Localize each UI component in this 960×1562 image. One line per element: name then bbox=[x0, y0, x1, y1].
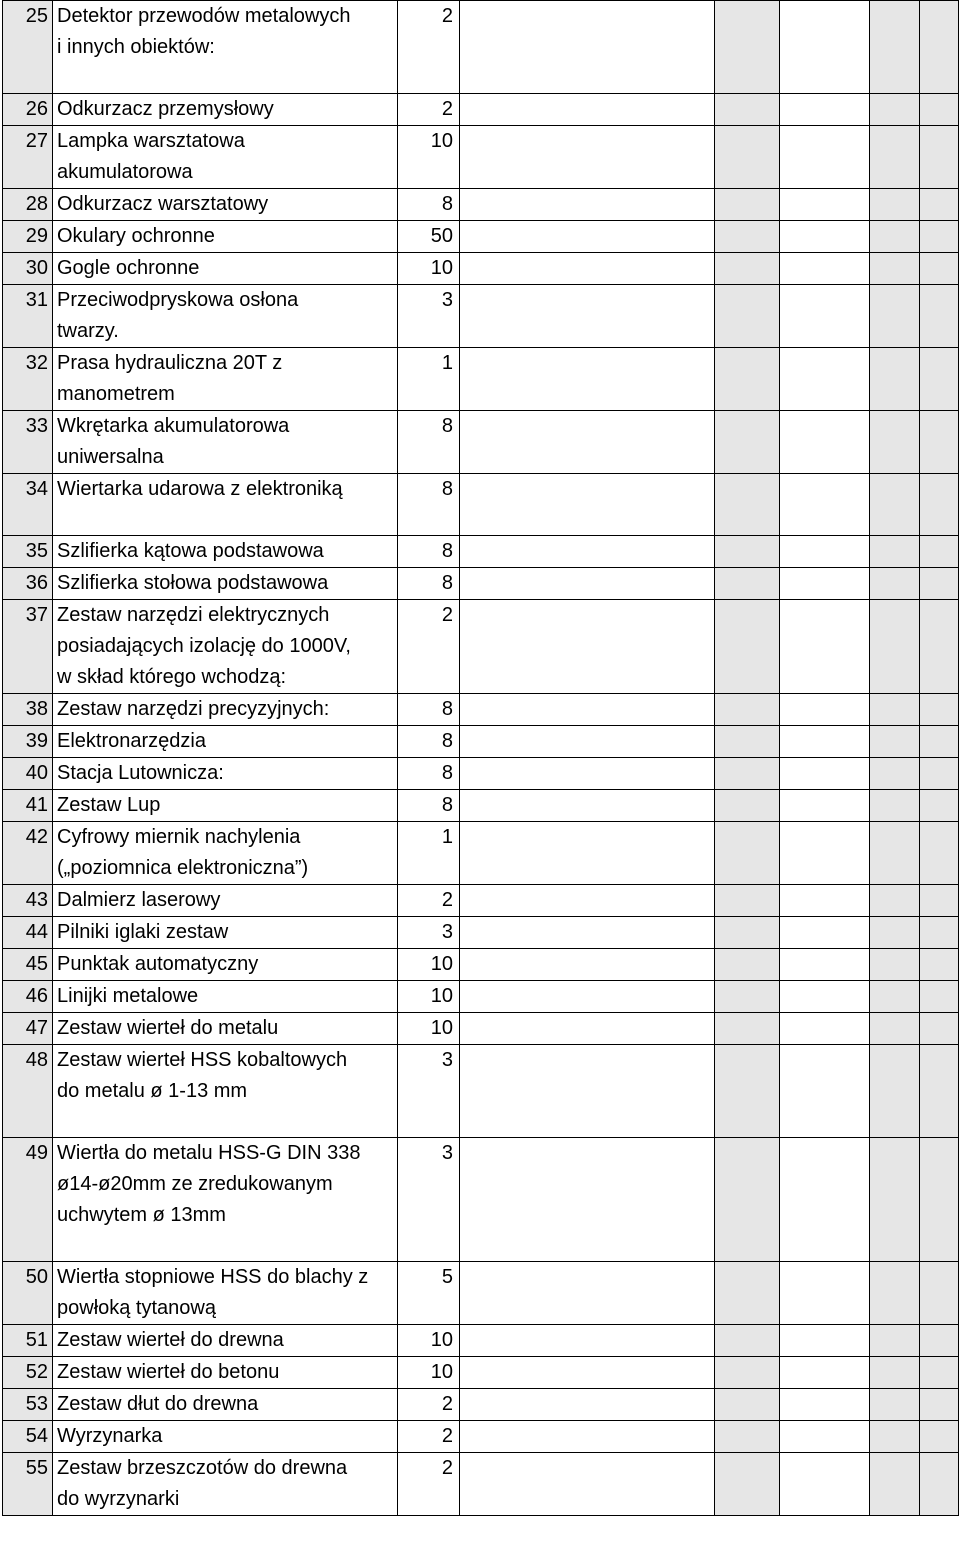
row-number-cell: 37 bbox=[3, 600, 53, 694]
item-name-cell: Zestaw narzędzi precyzyjnych: bbox=[53, 694, 398, 726]
item-name-cell: Linijki metalowe bbox=[53, 981, 398, 1013]
table-row bbox=[3, 189, 959, 221]
empty-cell bbox=[460, 758, 715, 790]
quantity-cell: 1 bbox=[398, 822, 460, 885]
empty-cell bbox=[460, 253, 715, 285]
empty-cell bbox=[780, 981, 870, 1013]
table-row bbox=[3, 253, 959, 285]
item-name-cell: Elektronarzędzia bbox=[53, 726, 398, 758]
empty-cell bbox=[920, 822, 959, 885]
empty-cell bbox=[460, 189, 715, 221]
row-number-cell: 53 bbox=[3, 1389, 53, 1421]
empty-cell bbox=[780, 1, 870, 94]
empty-cell bbox=[715, 221, 780, 253]
item-name-cell: Wiertła stopniowe HSS do blachy z powłoką tytanową bbox=[53, 1262, 398, 1325]
table-row bbox=[3, 885, 959, 917]
item-name-cell: Zestaw Lup bbox=[53, 790, 398, 822]
quantity-cell: 3 bbox=[398, 285, 460, 348]
empty-cell bbox=[460, 949, 715, 981]
empty-cell bbox=[780, 726, 870, 758]
quantity-cell: 8 bbox=[398, 568, 460, 600]
table-row bbox=[3, 1389, 959, 1421]
item-name-cell: Stacja Lutownicza: bbox=[53, 758, 398, 790]
empty-cell bbox=[780, 694, 870, 726]
quantity-cell: 1 bbox=[398, 348, 460, 411]
empty-cell bbox=[715, 885, 780, 917]
empty-cell bbox=[780, 1262, 870, 1325]
quantity-cell: 3 bbox=[398, 1138, 460, 1262]
empty-cell bbox=[920, 1138, 959, 1262]
equipment-table bbox=[2, 0, 959, 1516]
empty-cell bbox=[920, 1013, 959, 1045]
empty-cell bbox=[715, 1453, 780, 1516]
empty-cell bbox=[715, 726, 780, 758]
empty-cell bbox=[715, 694, 780, 726]
empty-cell bbox=[870, 94, 920, 126]
empty-cell bbox=[780, 221, 870, 253]
empty-cell bbox=[715, 1138, 780, 1262]
quantity-cell: 10 bbox=[398, 1325, 460, 1357]
quantity-cell: 8 bbox=[398, 411, 460, 474]
empty-cell bbox=[715, 1262, 780, 1325]
quantity-cell: 3 bbox=[398, 1045, 460, 1138]
row-number-cell: 52 bbox=[3, 1357, 53, 1389]
empty-cell bbox=[920, 981, 959, 1013]
empty-cell bbox=[920, 885, 959, 917]
empty-cell bbox=[780, 474, 870, 536]
empty-cell bbox=[460, 1, 715, 94]
quantity-cell: 10 bbox=[398, 949, 460, 981]
empty-cell bbox=[715, 1389, 780, 1421]
empty-cell bbox=[715, 536, 780, 568]
quantity-cell: 2 bbox=[398, 94, 460, 126]
item-name-cell: Zestaw wierteł do metalu bbox=[53, 1013, 398, 1045]
row-number-cell: 48 bbox=[3, 1045, 53, 1138]
empty-cell bbox=[460, 790, 715, 822]
empty-cell bbox=[715, 474, 780, 536]
quantity-cell: 10 bbox=[398, 1013, 460, 1045]
quantity-cell: 10 bbox=[398, 1357, 460, 1389]
quantity-cell: 8 bbox=[398, 726, 460, 758]
empty-cell bbox=[715, 917, 780, 949]
item-name-cell: Zestaw wierteł HSS kobaltowych do metalu ø 1-13 mm bbox=[53, 1045, 398, 1138]
empty-cell bbox=[870, 1045, 920, 1138]
empty-cell bbox=[870, 1325, 920, 1357]
empty-cell bbox=[920, 1325, 959, 1357]
empty-cell bbox=[780, 758, 870, 790]
quantity-cell: 2 bbox=[398, 1453, 460, 1516]
quantity-cell: 50 bbox=[398, 221, 460, 253]
row-number-cell: 29 bbox=[3, 221, 53, 253]
item-name-cell: Zestaw wierteł do betonu bbox=[53, 1357, 398, 1389]
empty-cell bbox=[920, 126, 959, 189]
empty-cell bbox=[870, 1421, 920, 1453]
row-number-cell: 34 bbox=[3, 474, 53, 536]
empty-cell bbox=[870, 1013, 920, 1045]
row-number-cell: 44 bbox=[3, 917, 53, 949]
empty-cell bbox=[920, 758, 959, 790]
empty-cell bbox=[780, 1045, 870, 1138]
empty-cell bbox=[460, 1325, 715, 1357]
table-row bbox=[3, 1325, 959, 1357]
table-row bbox=[3, 126, 959, 189]
empty-cell bbox=[920, 949, 959, 981]
table-row bbox=[3, 981, 959, 1013]
empty-cell bbox=[780, 189, 870, 221]
item-name-cell: Wiertła do metalu HSS-G DIN 338 ø14-ø20mm ze zredukowanym uchwytem ø 13mm bbox=[53, 1138, 398, 1262]
row-number-cell: 30 bbox=[3, 253, 53, 285]
item-name-cell: Punktak automatyczny bbox=[53, 949, 398, 981]
empty-cell bbox=[780, 411, 870, 474]
empty-cell bbox=[780, 348, 870, 411]
empty-cell bbox=[460, 126, 715, 189]
quantity-cell: 2 bbox=[398, 1, 460, 94]
quantity-cell: 2 bbox=[398, 885, 460, 917]
row-number-cell: 55 bbox=[3, 1453, 53, 1516]
item-name-cell: Zestaw brzeszczotów do drewna do wyrzynarki bbox=[53, 1453, 398, 1516]
empty-cell bbox=[870, 1, 920, 94]
item-name-cell: Gogle ochronne bbox=[53, 253, 398, 285]
empty-cell bbox=[870, 790, 920, 822]
row-number-cell: 43 bbox=[3, 885, 53, 917]
empty-cell bbox=[780, 1357, 870, 1389]
item-name-cell: Przeciwodpryskowa osłona twarzy. bbox=[53, 285, 398, 348]
empty-cell bbox=[870, 221, 920, 253]
empty-cell bbox=[920, 253, 959, 285]
empty-cell bbox=[780, 1453, 870, 1516]
empty-cell bbox=[460, 600, 715, 694]
quantity-cell: 8 bbox=[398, 474, 460, 536]
row-number-cell: 38 bbox=[3, 694, 53, 726]
empty-cell bbox=[715, 568, 780, 600]
quantity-cell: 2 bbox=[398, 1421, 460, 1453]
row-number-cell: 33 bbox=[3, 411, 53, 474]
quantity-cell: 2 bbox=[398, 600, 460, 694]
empty-cell bbox=[460, 1453, 715, 1516]
empty-cell bbox=[870, 885, 920, 917]
empty-cell bbox=[870, 981, 920, 1013]
table-row bbox=[3, 285, 959, 348]
table-row bbox=[3, 568, 959, 600]
table-body bbox=[3, 1, 959, 1516]
item-name-cell: Okulary ochronne bbox=[53, 221, 398, 253]
row-number-cell: 50 bbox=[3, 1262, 53, 1325]
empty-cell bbox=[870, 285, 920, 348]
row-number-cell: 28 bbox=[3, 189, 53, 221]
empty-cell bbox=[780, 1421, 870, 1453]
empty-cell bbox=[715, 758, 780, 790]
empty-cell bbox=[460, 981, 715, 1013]
empty-cell bbox=[715, 822, 780, 885]
empty-cell bbox=[870, 822, 920, 885]
row-number-cell: 36 bbox=[3, 568, 53, 600]
empty-cell bbox=[780, 1325, 870, 1357]
empty-cell bbox=[920, 917, 959, 949]
table-row bbox=[3, 1453, 959, 1516]
empty-cell bbox=[920, 1262, 959, 1325]
empty-cell bbox=[460, 1421, 715, 1453]
empty-cell bbox=[780, 822, 870, 885]
empty-cell bbox=[715, 189, 780, 221]
empty-cell bbox=[460, 1045, 715, 1138]
empty-cell bbox=[920, 1453, 959, 1516]
empty-cell bbox=[715, 126, 780, 189]
empty-cell bbox=[715, 790, 780, 822]
row-number-cell: 51 bbox=[3, 1325, 53, 1357]
empty-cell bbox=[870, 411, 920, 474]
empty-cell bbox=[460, 726, 715, 758]
empty-cell bbox=[870, 694, 920, 726]
row-number-cell: 35 bbox=[3, 536, 53, 568]
table-row bbox=[3, 411, 959, 474]
empty-cell bbox=[715, 1357, 780, 1389]
empty-cell bbox=[870, 348, 920, 411]
row-number-cell: 49 bbox=[3, 1138, 53, 1262]
empty-cell bbox=[780, 536, 870, 568]
empty-cell bbox=[920, 1, 959, 94]
empty-cell bbox=[715, 94, 780, 126]
item-name-cell: Wkrętarka akumulatorowa uniwersalna bbox=[53, 411, 398, 474]
row-number-cell: 42 bbox=[3, 822, 53, 885]
table-row bbox=[3, 600, 959, 694]
table-row bbox=[3, 726, 959, 758]
empty-cell bbox=[715, 253, 780, 285]
empty-cell bbox=[920, 189, 959, 221]
table-row bbox=[3, 758, 959, 790]
empty-cell bbox=[780, 253, 870, 285]
empty-cell bbox=[870, 917, 920, 949]
empty-cell bbox=[920, 726, 959, 758]
empty-cell bbox=[870, 253, 920, 285]
item-name-cell: Prasa hydrauliczna 20T z manometrem bbox=[53, 348, 398, 411]
empty-cell bbox=[715, 981, 780, 1013]
table-row bbox=[3, 536, 959, 568]
item-name-cell: Zestaw narzędzi elektrycznych posiadających izolację do 1000V, w skład którego wchodzą: bbox=[53, 600, 398, 694]
empty-cell bbox=[870, 1389, 920, 1421]
item-name-cell: Pilniki iglaki zestaw bbox=[53, 917, 398, 949]
empty-cell bbox=[920, 348, 959, 411]
empty-cell bbox=[870, 758, 920, 790]
item-name-cell: Dalmierz laserowy bbox=[53, 885, 398, 917]
empty-cell bbox=[920, 411, 959, 474]
quantity-cell: 5 bbox=[398, 1262, 460, 1325]
empty-cell bbox=[920, 221, 959, 253]
empty-cell bbox=[460, 1357, 715, 1389]
empty-cell bbox=[460, 536, 715, 568]
row-number-cell: 25 bbox=[3, 1, 53, 94]
row-number-cell: 46 bbox=[3, 981, 53, 1013]
item-name-cell: Zestaw wierteł do drewna bbox=[53, 1325, 398, 1357]
row-number-cell: 47 bbox=[3, 1013, 53, 1045]
table-row bbox=[3, 917, 959, 949]
item-name-cell: Szlifierka stołowa podstawowa bbox=[53, 568, 398, 600]
empty-cell bbox=[460, 917, 715, 949]
empty-cell bbox=[870, 536, 920, 568]
table-row bbox=[3, 949, 959, 981]
table-row bbox=[3, 1013, 959, 1045]
empty-cell bbox=[780, 600, 870, 694]
empty-cell bbox=[780, 917, 870, 949]
quantity-cell: 10 bbox=[398, 253, 460, 285]
quantity-cell: 8 bbox=[398, 694, 460, 726]
item-name-cell: Detektor przewodów metalowych i innych obiektów: bbox=[53, 1, 398, 94]
empty-cell bbox=[870, 126, 920, 189]
quantity-cell: 3 bbox=[398, 917, 460, 949]
empty-cell bbox=[870, 600, 920, 694]
table-row bbox=[3, 1138, 959, 1262]
empty-cell bbox=[780, 949, 870, 981]
table-row bbox=[3, 1262, 959, 1325]
row-number-cell: 39 bbox=[3, 726, 53, 758]
empty-cell bbox=[460, 474, 715, 536]
quantity-cell: 8 bbox=[398, 790, 460, 822]
empty-cell bbox=[715, 1325, 780, 1357]
quantity-cell: 2 bbox=[398, 1389, 460, 1421]
item-name-cell: Wyrzynarka bbox=[53, 1421, 398, 1453]
empty-cell bbox=[460, 1389, 715, 1421]
row-number-cell: 32 bbox=[3, 348, 53, 411]
empty-cell bbox=[715, 1, 780, 94]
item-name-cell: Odkurzacz warsztatowy bbox=[53, 189, 398, 221]
table-row bbox=[3, 1357, 959, 1389]
empty-cell bbox=[870, 568, 920, 600]
item-name-cell: Zestaw dłut do drewna bbox=[53, 1389, 398, 1421]
empty-cell bbox=[870, 949, 920, 981]
empty-cell bbox=[870, 474, 920, 536]
empty-cell bbox=[870, 1138, 920, 1262]
empty-cell bbox=[780, 568, 870, 600]
empty-cell bbox=[920, 474, 959, 536]
empty-cell bbox=[920, 568, 959, 600]
empty-cell bbox=[920, 790, 959, 822]
empty-cell bbox=[920, 1357, 959, 1389]
row-number-cell: 26 bbox=[3, 94, 53, 126]
empty-cell bbox=[460, 285, 715, 348]
empty-cell bbox=[870, 726, 920, 758]
empty-cell bbox=[715, 1013, 780, 1045]
item-name-cell: Wiertarka udarowa z elektroniką bbox=[53, 474, 398, 536]
item-name-cell: Szlifierka kątowa podstawowa bbox=[53, 536, 398, 568]
empty-cell bbox=[780, 126, 870, 189]
row-number-cell: 45 bbox=[3, 949, 53, 981]
empty-cell bbox=[460, 348, 715, 411]
empty-cell bbox=[780, 885, 870, 917]
quantity-cell: 10 bbox=[398, 126, 460, 189]
table-row bbox=[3, 822, 959, 885]
row-number-cell: 27 bbox=[3, 126, 53, 189]
empty-cell bbox=[460, 411, 715, 474]
row-number-cell: 31 bbox=[3, 285, 53, 348]
empty-cell bbox=[715, 411, 780, 474]
item-name-cell: Odkurzacz przemysłowy bbox=[53, 94, 398, 126]
empty-cell bbox=[920, 1389, 959, 1421]
empty-cell bbox=[920, 694, 959, 726]
empty-cell bbox=[920, 285, 959, 348]
empty-cell bbox=[920, 600, 959, 694]
table-row bbox=[3, 1, 959, 94]
empty-cell bbox=[780, 1013, 870, 1045]
empty-cell bbox=[715, 1421, 780, 1453]
item-name-cell: Lampka warsztatowa akumulatorowa bbox=[53, 126, 398, 189]
empty-cell bbox=[780, 285, 870, 348]
empty-cell bbox=[870, 1453, 920, 1516]
row-number-cell: 40 bbox=[3, 758, 53, 790]
item-name-cell: Cyfrowy miernik nachylenia („poziomnica elektroniczna”) bbox=[53, 822, 398, 885]
table-row bbox=[3, 1045, 959, 1138]
row-number-cell: 54 bbox=[3, 1421, 53, 1453]
empty-cell bbox=[870, 1357, 920, 1389]
table-row bbox=[3, 348, 959, 411]
table-row bbox=[3, 694, 959, 726]
empty-cell bbox=[920, 94, 959, 126]
table-row bbox=[3, 94, 959, 126]
empty-cell bbox=[460, 822, 715, 885]
quantity-cell: 8 bbox=[398, 758, 460, 790]
quantity-cell: 8 bbox=[398, 536, 460, 568]
empty-cell bbox=[780, 790, 870, 822]
empty-cell bbox=[460, 694, 715, 726]
row-number-cell: 41 bbox=[3, 790, 53, 822]
table-row bbox=[3, 474, 959, 536]
empty-cell bbox=[780, 1138, 870, 1262]
table-row bbox=[3, 790, 959, 822]
empty-cell bbox=[460, 94, 715, 126]
empty-cell bbox=[715, 1045, 780, 1138]
quantity-cell: 10 bbox=[398, 981, 460, 1013]
empty-cell bbox=[460, 221, 715, 253]
table-row bbox=[3, 221, 959, 253]
empty-cell bbox=[870, 189, 920, 221]
empty-cell bbox=[460, 1013, 715, 1045]
empty-cell bbox=[715, 600, 780, 694]
empty-cell bbox=[920, 1421, 959, 1453]
empty-cell bbox=[715, 949, 780, 981]
empty-cell bbox=[870, 1262, 920, 1325]
empty-cell bbox=[460, 1262, 715, 1325]
empty-cell bbox=[715, 285, 780, 348]
empty-cell bbox=[715, 348, 780, 411]
empty-cell bbox=[920, 536, 959, 568]
empty-cell bbox=[460, 568, 715, 600]
empty-cell bbox=[460, 885, 715, 917]
empty-cell bbox=[780, 94, 870, 126]
quantity-cell: 8 bbox=[398, 189, 460, 221]
empty-cell bbox=[920, 1045, 959, 1138]
table-row bbox=[3, 1421, 959, 1453]
empty-cell bbox=[460, 1138, 715, 1262]
empty-cell bbox=[780, 1389, 870, 1421]
